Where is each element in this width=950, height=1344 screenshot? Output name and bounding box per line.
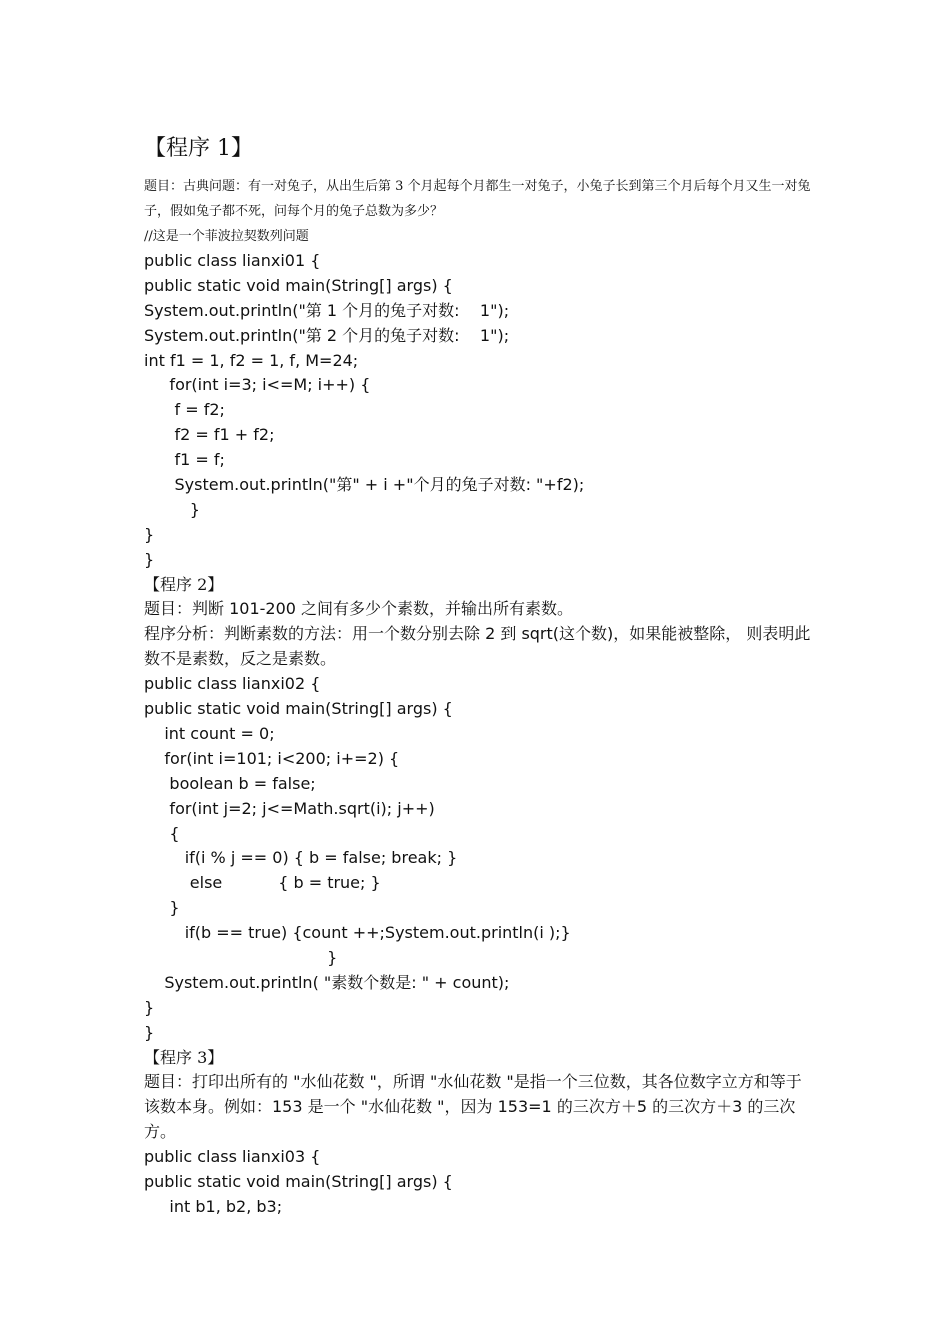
code-line: public static void main(String[] args) { [144,699,453,719]
code-line: } [144,997,155,1017]
code-line: } [144,524,155,544]
code-line: int f1 = 1, f2 = 1, f, M=24; [144,350,359,370]
code-line: boolean b = false; [144,773,316,793]
code-line: public class lianxi02 { [144,674,321,694]
code-line: else { b = true; } [144,873,381,893]
code-line: } [144,499,200,519]
code-line: for(int j=2; j<=Math.sqrt(i); j++) [144,798,435,818]
code-line: System.out.println( "素数个数是: " + count); [144,972,510,992]
code-line: } [144,1022,155,1042]
program-2-header: 【程序 2】 [144,574,224,594]
program-2-question: 题目：判断 101-200 之间有多少个素数，并输出所有素数。 [144,599,574,619]
code-line: public static void main(String[] args) { [144,1172,453,1192]
code-line: public static void main(String[] args) { [144,275,453,295]
code-line: } [144,898,180,918]
program-2-code [144,672,814,1045]
document-content [144,134,814,1220]
program-1-comment: //这是一个菲波拉契数列问题 [144,229,309,244]
program-1-header: 【程序 1】 [144,136,253,161]
code-line: if(b == true) {count ++;System.out.println(i );} [144,923,571,943]
code-line: } [144,549,155,569]
program-1-code [144,249,814,573]
code-line: if(i % j == 0) { b = false; break; } [144,848,458,868]
code-line: f1 = f; [144,450,225,470]
code-line: f2 = f1 + f2; [144,425,275,445]
code-line: System.out.println("第 1 个月的兔子对数: 1"); [144,300,510,320]
code-line: } [144,947,338,967]
code-line: for(int i=3; i<=M; i++) { [144,375,371,395]
program-1-question: 题目：古典问题：有一对兔子，从出生后第 3 个月起每个月都生一对兔子，小兔子长到第三个月后每个月又生一对兔子，假如兔子都不死，问每个月的兔子总数为多少？ [144,179,811,219]
code-line: for(int i=101; i<200; i+=2) { [144,748,400,768]
program-2-analysis: 程序分析：判断素数的方法：用一个数分别去除 2 到 sqrt(这个数)，如果能被整除， 则表明此数不是素数，反之是素数。 [144,624,811,669]
code-line: System.out.println("第 2 个月的兔子对数: 1"); [144,325,510,345]
program-3-header: 【程序 3】 [144,1047,224,1067]
program-3-question: 题目：打印出所有的 "水仙花数 "，所谓 "水仙花数 "是指一个三位数，其各位数字立方和等于该数本身。例如：153 是一个 "水仙花数 "，因为 153=1 的三次方＋5 的三次方＋3 的三次方。 [144,1072,802,1142]
code-line: int b1, b2, b3; [144,1196,283,1216]
code-line: int count = 0; [144,723,275,743]
code-line: { [144,823,180,843]
code-line: public class lianxi01 { [144,251,321,270]
program-3-code [144,1145,814,1220]
code-line: f = f2; [144,400,225,420]
code-line: System.out.println("第" + i +"个月的兔子对数: "+f2); [144,475,585,495]
code-line: public class lianxi03 { [144,1147,321,1167]
